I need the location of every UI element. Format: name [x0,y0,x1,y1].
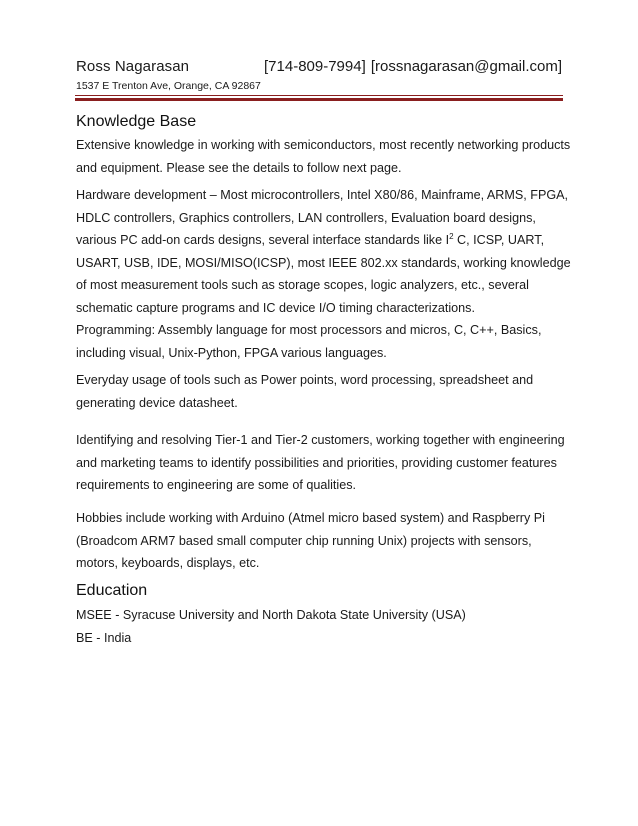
education-entry-be: BE - India [76,630,132,645]
education-list [76,604,466,649]
superscript-two: 2 [449,232,454,241]
header-divider-thin [75,95,563,96]
knowledge-summary-paragraph [76,134,571,179]
phone-number: [714-809-7994] [264,58,366,75]
hardware-text-part-1: Hardware development – Most microcontrollers, Intel X80/86, Mainframe, ARMS, FPGA, HDLC controllers, Graphics controllers, LAN controllers, Evaluation board designs, various PC add-on cards designs, several interface standards like I [76,188,569,248]
paragraph-text: Extensive knowledge in working with semiconductors, most recently networking products and equipment. Please see the details to follow next page. [76,138,571,175]
hardware-text-part-2: C, ICSP, UART, USART, USB, IDE, MOSI/MISO(ICSP), most IEEE 802.xx standards, working knowledge of most measurement tools such as storage scopes, logic analyzers, etc., several schematic capture programs and IC device I/O timing characterizations. [76,233,571,315]
hardware-development-paragraph [76,184,571,320]
customer-engagement-paragraph [76,429,571,497]
programming-paragraph [76,319,571,364]
hobbies-paragraph [76,507,571,575]
education-entry-msee: MSEE - Syracuse University and North Dakota State University (USA) [76,608,466,622]
header-divider-thick [75,98,563,101]
email-address: [rossnagarasan@gmail.com] [370,58,562,75]
paragraph-text: Programming: Assembly language for most processors and micros, C, C++, Basics, including visual, Unix-Python, FPGA various languages. [76,323,542,360]
education-heading: Education [76,582,148,599]
paragraph-text: Identifying and resolving Tier-1 and Tier-2 customers, working together with engineering and marketing teams to identify possibilities and priorities, providing customer features requirements to engineering are some of qualities. [76,433,565,493]
paragraph-text [76,184,571,320]
paragraph-text: Hobbies include working with Arduino (Atmel micro based system) and Raspberry Pi (Broadcom ARM7 based small computer chip running Unix) projects with sensors, motors, keyboards, displays, etc. [76,511,545,571]
postal-address: 1537 E Trenton Ave, Orange, CA 92867 [76,80,261,92]
candidate-name: Ross Nagarasan [76,58,190,75]
knowledge-base-heading: Knowledge Base [76,113,197,130]
tools-paragraph [76,369,571,414]
paragraph-text: Everyday usage of tools such as Power points, word processing, spreadsheet and generating device datasheet. [76,373,534,410]
contact-header [76,58,562,78]
